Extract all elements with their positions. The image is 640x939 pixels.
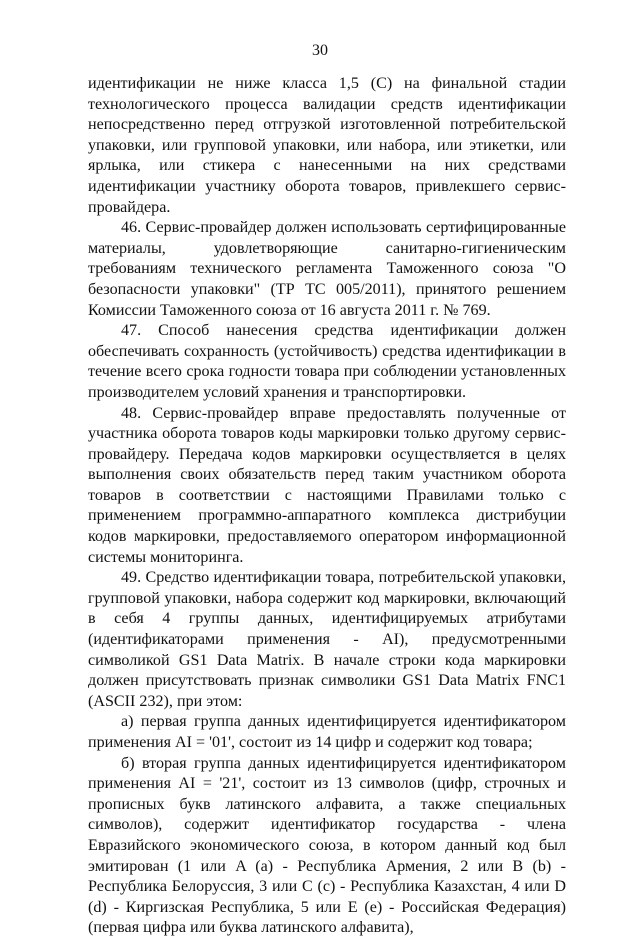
paragraph-item-48: 48. Сервис-провайдер вправе предоставлять полученные от участника оборота товаров коды маркировки только другому сервис-провайдеру. Передача кодов маркировки осуществляется в целях выполнения своих обязательств перед таким участником оборота товаров в соответствии с настоящими Правилами только с применением программно-аппаратного комплекса дистрибуции кодов маркировки, предоставляемого оператором информационной системы мониторинга. — [88, 404, 566, 566]
paragraph-continuation: идентификации не ниже класса 1,5 (С) на финальной стадии технологического процесса валидации средств идентификации непосредственно перед отгрузкой изготовленной потребительской упаковки, или групповой упаковки, или набора, или этикетки, или ярлыка, или стикера с нанесенными на них средствами идентификации участнику оборота товаров, привлекшего сервис-провайдера. — [88, 75, 566, 216]
page-number: 30 — [312, 42, 328, 59]
paragraph-item-49a: а) первая группа данных идентифицируется идентификатором применения AI = '01', состоит из 14 цифр и содержит код товара; — [88, 713, 566, 751]
document-body — [88, 74, 566, 939]
paragraph-item-49: 49. Средство идентификации товара, потребительской упаковки, групповой упаковки, набора содержит код маркировки, включающий в себя 4 группы данных, идентифицируемых атрибутами (идентификаторами применения - AI), предусмотренными символикой GS1 Data Matrix. В начале строки кода маркировки должен присутствовать признак символики GS1 Data Matrix FNC1 (ASCII 232), при этом: — [88, 569, 566, 710]
paragraph-item-46: 46. Сервис-провайдер должен использовать сертифицированные материалы, удовлетворяющие санитарно-гигиеническим требованиям технического регламента Таможенного союза "О безопасности упаковки" (ТР ТС 005/2011), принятого решением Комиссии Таможенного союза от 16 августа 2011 г. № 769. — [88, 219, 566, 319]
paragraph-item-47: 47. Способ нанесения средства идентификации должен обеспечивать сохранность (устойчивость) средства идентификации в течение всего срока годности товара при соблюдении установленных производителем условий хранения и транспортировки. — [88, 322, 566, 401]
paragraph-item-49b: б) вторая группа данных идентифицируется идентификатором применения AI = '21', состоит из 13 символов (цифр, строчных и прописных букв латинского алфавита, а также специальных символов), содержит идентификатор государства - члена Евразийского экономического союза, в котором данный код был эмитирован (1 или A (a) - Республика Армения, 2 или B (b) - Республика Белоруссия, 3 или C (c) - Республика Казахстан, 4 или D (d) - Киргизская Республика, 5 или E (e) - Российская Федерация) (первая цифра или буква латинского алфавита), — [88, 754, 566, 937]
